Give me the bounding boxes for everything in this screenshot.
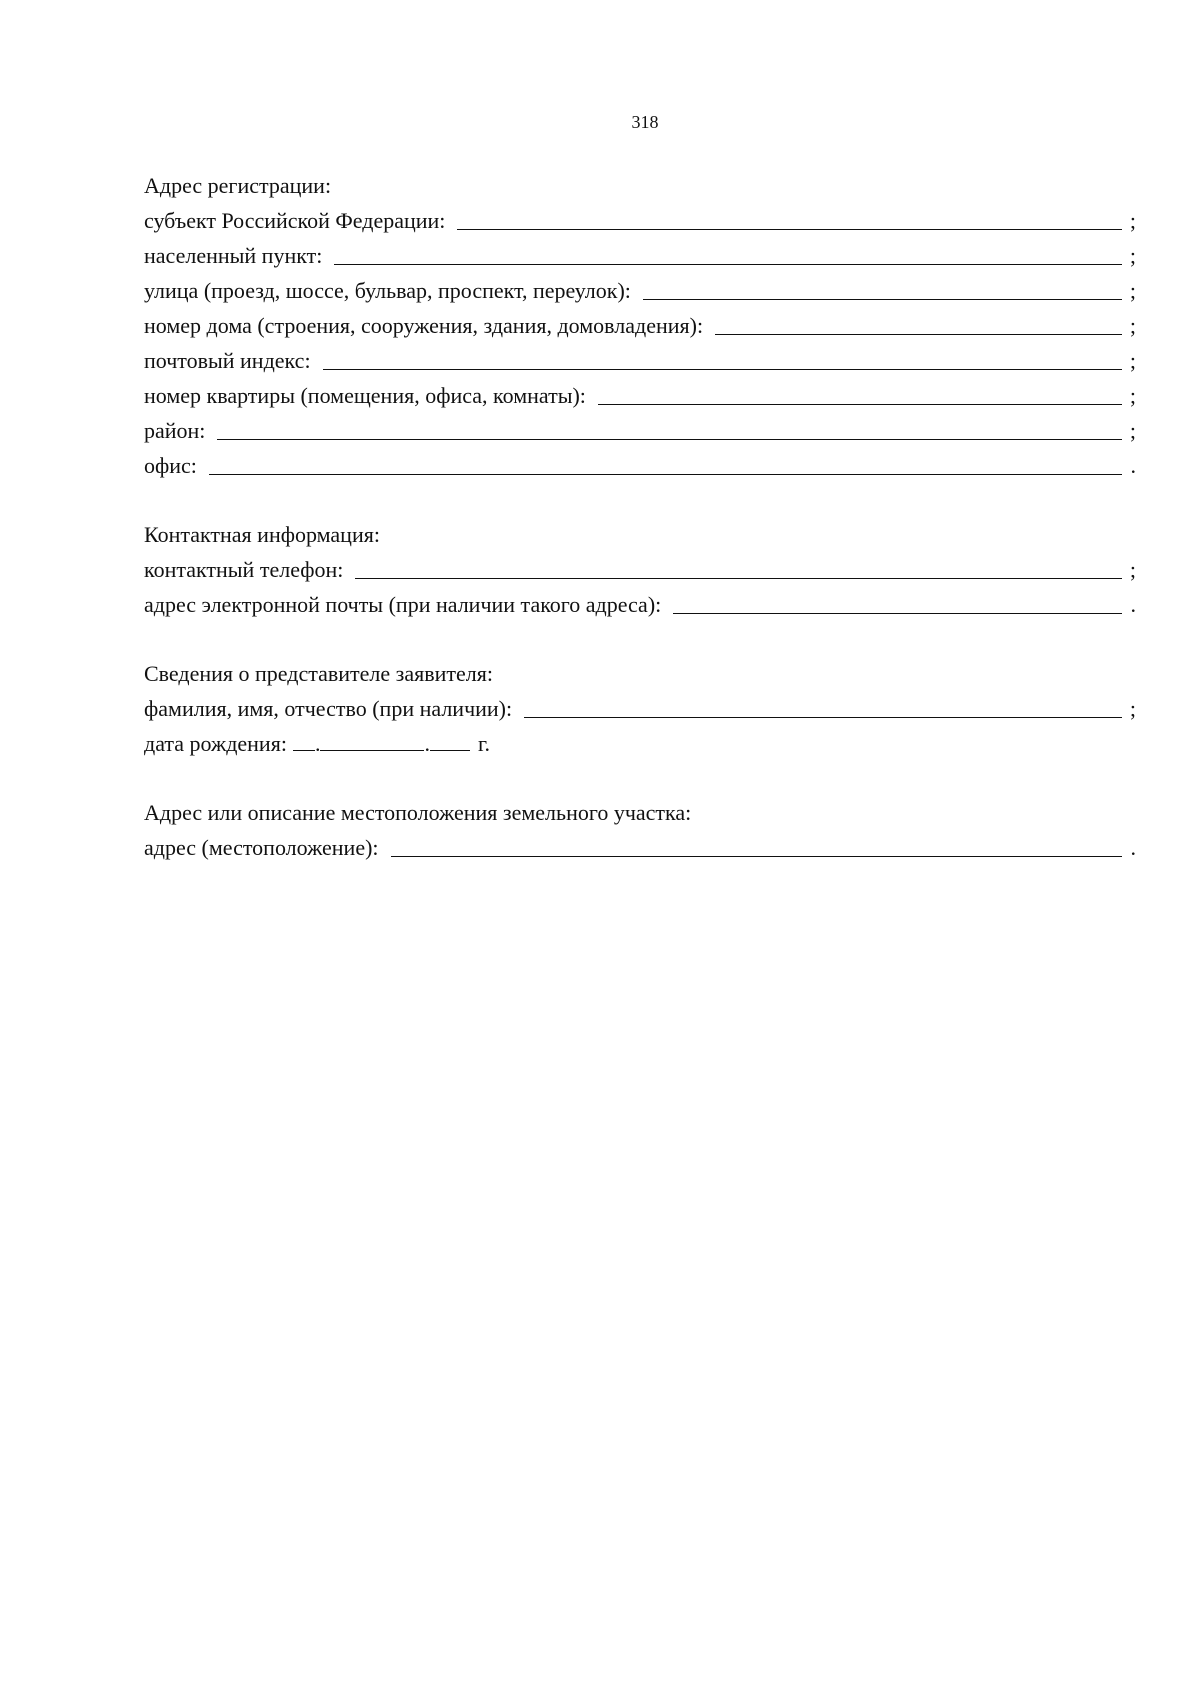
field-label: номер квартиры (помещения, офиса, комнаты): xyxy=(144,383,586,408)
form-row-birth-date xyxy=(144,726,1136,761)
field-label: почтовый индекс: xyxy=(144,348,311,373)
registration-address-section xyxy=(144,168,1136,483)
row-terminator: . xyxy=(1130,592,1136,617)
form-row-email xyxy=(144,587,1136,622)
field-label: адрес (местоположение): xyxy=(144,835,379,860)
contact-info-heading: Контактная информация: xyxy=(144,522,380,547)
field-label: номер дома (строения, сооружения, здания, домовладения): xyxy=(144,313,704,338)
row-terminator: ; xyxy=(1129,208,1136,233)
subject-input-line[interactable] xyxy=(457,228,1122,230)
registration-address-heading: Адрес регистрации: xyxy=(144,173,332,198)
field-label: адрес электронной почты (при наличии такого адреса): xyxy=(144,592,662,617)
locality-input-line[interactable] xyxy=(334,263,1122,265)
year-suffix: г. xyxy=(477,731,490,756)
contact-info-section xyxy=(144,517,1136,622)
house-number-input-line[interactable] xyxy=(715,333,1122,335)
representative-section xyxy=(144,656,1136,761)
form-row-phone xyxy=(144,552,1136,587)
row-terminator: ; xyxy=(1129,696,1136,721)
form-row-subject xyxy=(144,203,1136,238)
street-input-line[interactable] xyxy=(643,298,1122,300)
birth-day-input-line[interactable] xyxy=(293,726,315,751)
form-row-apartment xyxy=(144,378,1136,413)
form-row-house xyxy=(144,308,1136,343)
office-input-line[interactable] xyxy=(209,473,1122,475)
form-row-office xyxy=(144,448,1136,483)
apartment-input-line[interactable] xyxy=(598,403,1122,405)
form-row-plot-address xyxy=(144,830,1136,865)
land-plot-heading: Адрес или описание местоположения земельного участка: xyxy=(144,800,692,825)
representative-heading: Сведения о представителе заявителя: xyxy=(144,661,493,686)
phone-input-line[interactable] xyxy=(355,577,1122,579)
date-separator: . xyxy=(314,731,321,756)
birth-month-input-line[interactable] xyxy=(320,726,424,751)
row-terminator: ; xyxy=(1129,383,1136,408)
field-label: район: xyxy=(144,418,206,443)
land-plot-section xyxy=(144,795,1136,865)
row-terminator: ; xyxy=(1129,243,1136,268)
form-row-locality xyxy=(144,238,1136,273)
postal-code-input-line[interactable] xyxy=(323,368,1122,370)
row-terminator: ; xyxy=(1129,348,1136,373)
row-terminator: ; xyxy=(1129,557,1136,582)
birth-year-input-line[interactable] xyxy=(430,726,470,751)
page-number: 318 xyxy=(631,112,659,132)
field-label: улица (проезд, шоссе, бульвар, проспект, переулок): xyxy=(144,278,631,303)
date-separator: . xyxy=(424,731,430,756)
row-terminator: ; xyxy=(1129,418,1136,443)
row-terminator: . xyxy=(1130,453,1136,478)
field-label: контактный телефон: xyxy=(144,557,344,582)
row-terminator: . xyxy=(1130,835,1136,860)
field-label: офис: xyxy=(144,453,197,478)
form-row-full-name xyxy=(144,691,1136,726)
form-row-street xyxy=(144,273,1136,308)
full-name-input-line[interactable] xyxy=(524,716,1122,718)
plot-address-input-line[interactable] xyxy=(391,855,1122,857)
form-row-district xyxy=(144,413,1136,448)
field-label: субъект Российской Федерации: xyxy=(144,208,446,233)
email-input-line[interactable] xyxy=(673,612,1122,614)
form-row-postal-code xyxy=(144,343,1136,378)
district-input-line[interactable] xyxy=(217,438,1122,440)
field-label: дата рождения: xyxy=(144,731,287,756)
form-content xyxy=(144,168,1136,865)
row-terminator: ; xyxy=(1129,278,1136,303)
field-label: фамилия, имя, отчество (при наличии): xyxy=(144,696,513,721)
row-terminator: ; xyxy=(1129,313,1136,338)
field-label: населенный пункт: xyxy=(144,243,323,268)
